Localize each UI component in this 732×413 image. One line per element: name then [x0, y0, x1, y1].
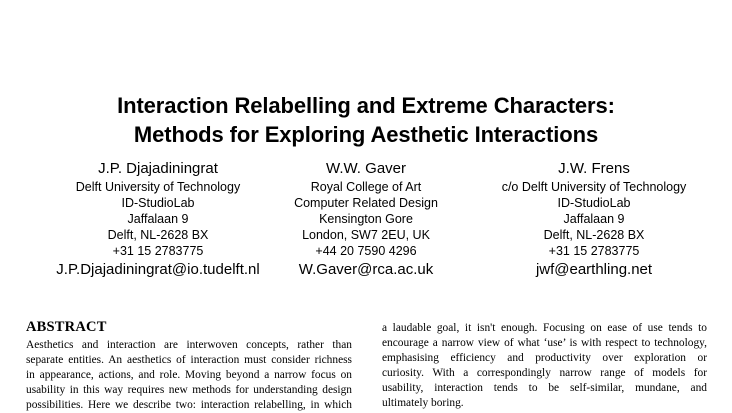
- author-block-frens: [474, 159, 714, 279]
- author-name: J.P. Djajadiningrat: [98, 160, 218, 177]
- author-department: ID-StudioLab: [557, 196, 631, 210]
- abstract-line: possibilities. Here we describe two: interaction relabelling, in which: [26, 399, 352, 411]
- paper-title-line-1: Interaction Relabelling and Extreme Characters:: [117, 93, 615, 118]
- author-institution: Delft University of Technology: [75, 180, 241, 194]
- author-name: W.W. Gaver: [325, 160, 406, 177]
- author-phone: +31 15 2783775: [548, 244, 640, 258]
- author-institution: c/o Delft University of Technology: [501, 180, 687, 194]
- author-email: jwf@earthling.net: [535, 261, 653, 278]
- abstract-line: ultimately boring.: [382, 397, 464, 409]
- author-city: Delft, NL-2628 BX: [107, 228, 209, 242]
- author-street: Jaffalaan 9: [127, 212, 189, 226]
- author-street: Kensington Gore: [319, 212, 413, 226]
- author-street: Jaffalaan 9: [563, 212, 625, 226]
- abstract-column-right: [382, 321, 707, 411]
- author-email: W.Gaver@rca.ac.uk: [298, 261, 434, 278]
- author-department: Computer Related Design: [294, 196, 438, 210]
- abstract-line: Aesthetics and interaction are interwoven concepts, rather than: [26, 339, 352, 351]
- author-name: J.W. Frens: [558, 160, 630, 177]
- author-block-djajadiningrat: [38, 159, 278, 279]
- author-department: ID-StudioLab: [121, 196, 195, 210]
- abstract-line: encourage a narrow view of what ‘use’ is with respect to technology,: [382, 337, 707, 349]
- author-block-gaver: [246, 159, 486, 279]
- author-city: London, SW7 2EU, UK: [302, 228, 430, 242]
- author-city: Delft, NL-2628 BX: [543, 228, 645, 242]
- abstract-line: separate entities. An aesthetics of interaction must consider richness: [26, 354, 352, 366]
- abstract-line: emphasising efficiency and productivity over exploration or: [382, 352, 707, 364]
- paper-title-line-2: Methods for Exploring Aesthetic Interactions: [133, 122, 599, 147]
- abstract-column-left: [26, 338, 352, 413]
- author-email: J.P.Djajadiningrat@io.tudelft.nl: [56, 261, 260, 278]
- author-institution: Royal College of Art: [310, 180, 422, 194]
- abstract-line: in appearance, actions, and role. Moving beyond a narrow focus on: [26, 369, 352, 381]
- author-phone: +44 20 7590 4296: [315, 244, 417, 258]
- abstract-line: curiosity. With a correspondingly narrow range of models for: [382, 367, 707, 379]
- abstract-line: usability in this way requires new methods for understanding design: [26, 384, 352, 396]
- abstract-line: a laudable goal, it isn't enough. Focusing on ease of use tends to: [382, 322, 707, 334]
- abstract-line: usability, interaction tends to be self-similar, mundane, and: [382, 382, 707, 394]
- author-phone: +31 15 2783775: [112, 244, 204, 258]
- abstract-heading: ABSTRACT: [26, 319, 107, 335]
